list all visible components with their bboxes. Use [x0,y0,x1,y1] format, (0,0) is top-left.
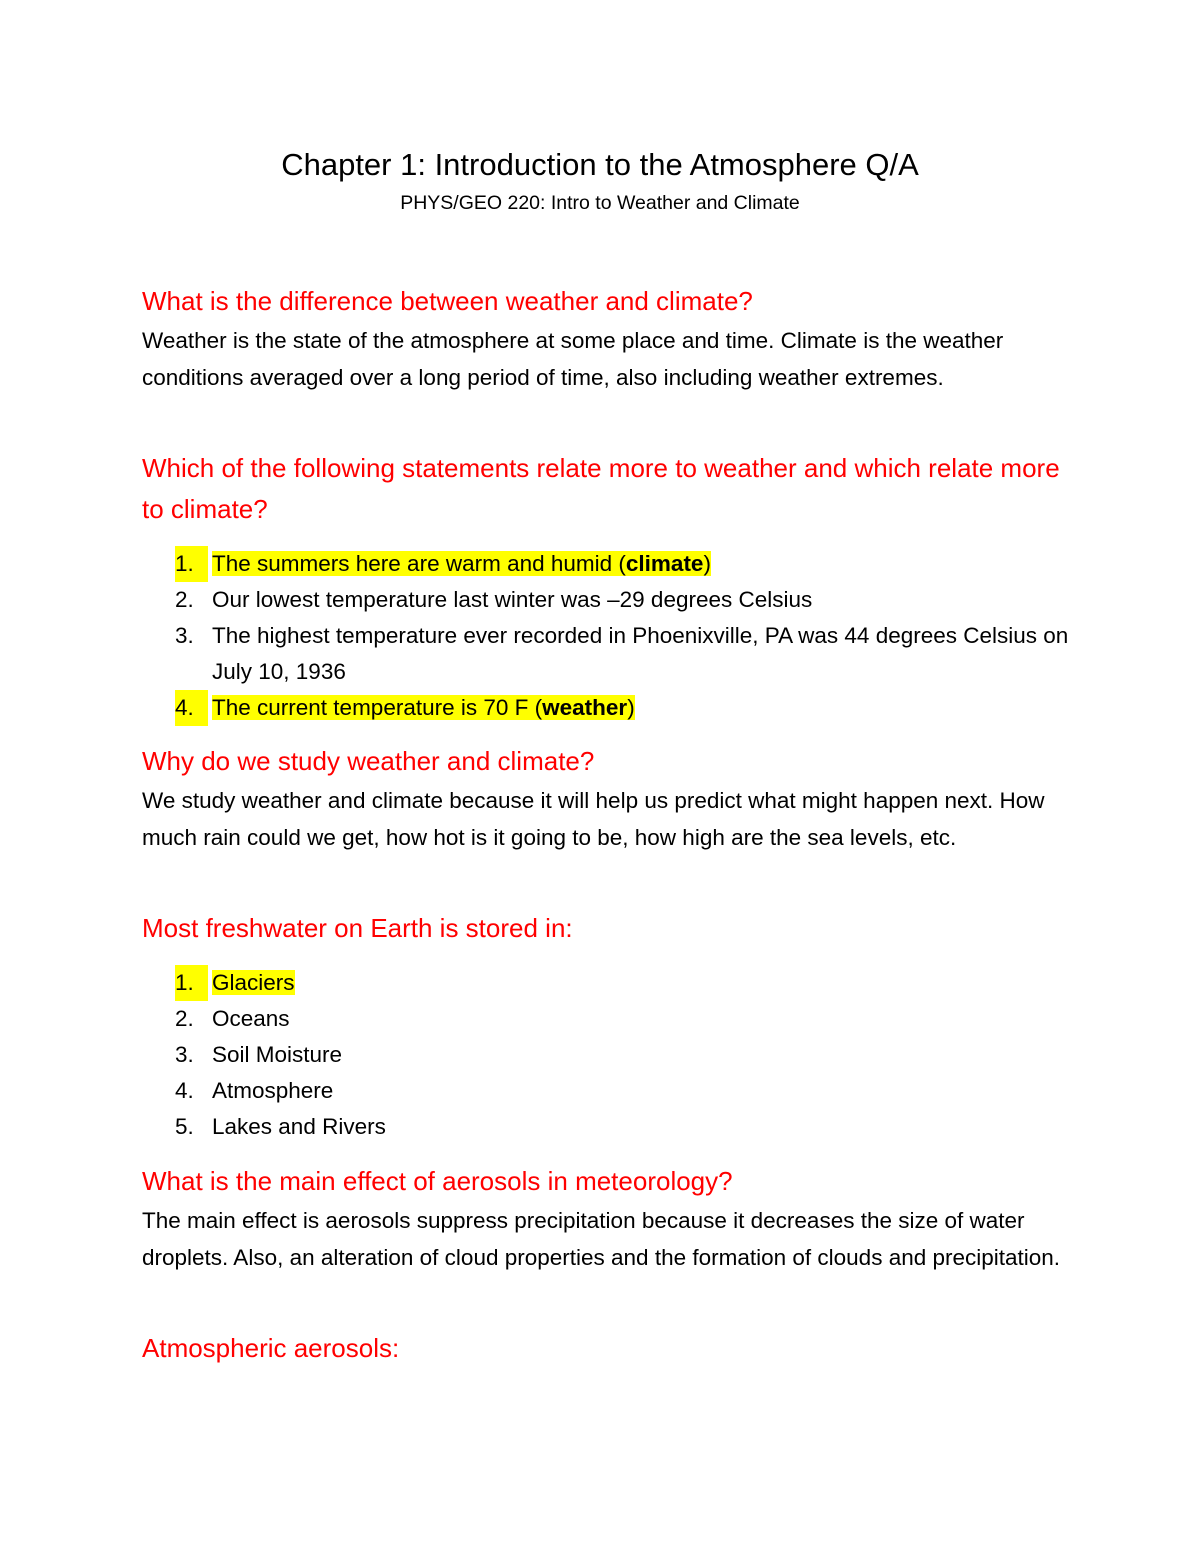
list-number: 3. [175,623,194,648]
list-item-highlight [212,695,635,720]
list-item [142,582,1077,618]
list-item [142,1109,1077,1145]
list-item [142,1073,1077,1109]
list-item-answer: climate [625,551,704,576]
question-heading: Why do we study weather and climate? [142,746,595,776]
list-item-text-end: ) [627,695,635,720]
list-item [142,1001,1077,1037]
list-item [142,690,1077,726]
statement-list [142,546,1077,726]
list-item-highlight [212,551,711,576]
list-item-text: Lakes and Rivers [212,1114,386,1139]
list-number: 4. [175,1078,194,1103]
list-item-text: Glaciers [212,970,295,995]
question-heading: Atmospheric aerosols: [142,1333,400,1363]
list-item-text: Atmosphere [212,1078,334,1103]
question-heading: What is the difference between weather and climate? [142,286,753,316]
answer-paragraph: The main effect is aerosols suppress precipitation because it decreases the size of water droplets. Also, an alteration of cloud properties and the formation of clouds and precipitation. [142,1208,1061,1270]
list-item-text: Oceans [212,1006,290,1031]
list-item-text: The highest temperature ever recorded in Phoenixville, PA was 44 degrees Celsius on July 10, 1936 [212,623,1069,684]
list-number: 5. [175,1114,194,1139]
list-item-text-end: ) [703,551,711,576]
freshwater-list [142,965,1077,1145]
list-item-text: Soil Moisture [212,1042,343,1067]
question-heading: Most freshwater on Earth is stored in: [142,913,573,943]
answer-paragraph: Weather is the state of the atmosphere at some place and time. Climate is the weather conditions averaged over a long period of time, also including weather extremes. [142,328,1004,390]
question-heading: Which of the following statements relate more to weather and which relate more to climate? [142,453,1060,524]
list-number: 3. [175,1042,194,1067]
list-item-text: The current temperature is 70 F ( [212,695,543,720]
page-subtitle: PHYS/GEO 220: Intro to Weather and Climate [400,192,800,214]
list-item [142,546,1077,582]
list-number: 1. [175,546,208,582]
list-item [142,965,1077,1001]
list-item [142,618,1077,690]
question-heading: What is the main effect of aerosols in meteorology? [142,1166,733,1196]
list-item-answer: weather [542,695,628,720]
list-number: 2. [175,587,194,612]
answer-paragraph: We study weather and climate because it will help us predict what might happen next. How much rain could we get, how hot is it going to be, how high are the sea levels, etc. [142,788,1045,850]
list-item-text: The summers here are warm and humid ( [212,551,626,576]
list-item-text: Our lowest temperature last winter was –29 degrees Celsius [212,587,813,612]
list-number: 4. [175,690,208,726]
list-item [142,1037,1077,1073]
page-title: Chapter 1: Introduction to the Atmosphere Q/A [281,147,919,182]
list-number: 1. [175,965,208,1001]
list-number: 2. [175,1006,194,1031]
